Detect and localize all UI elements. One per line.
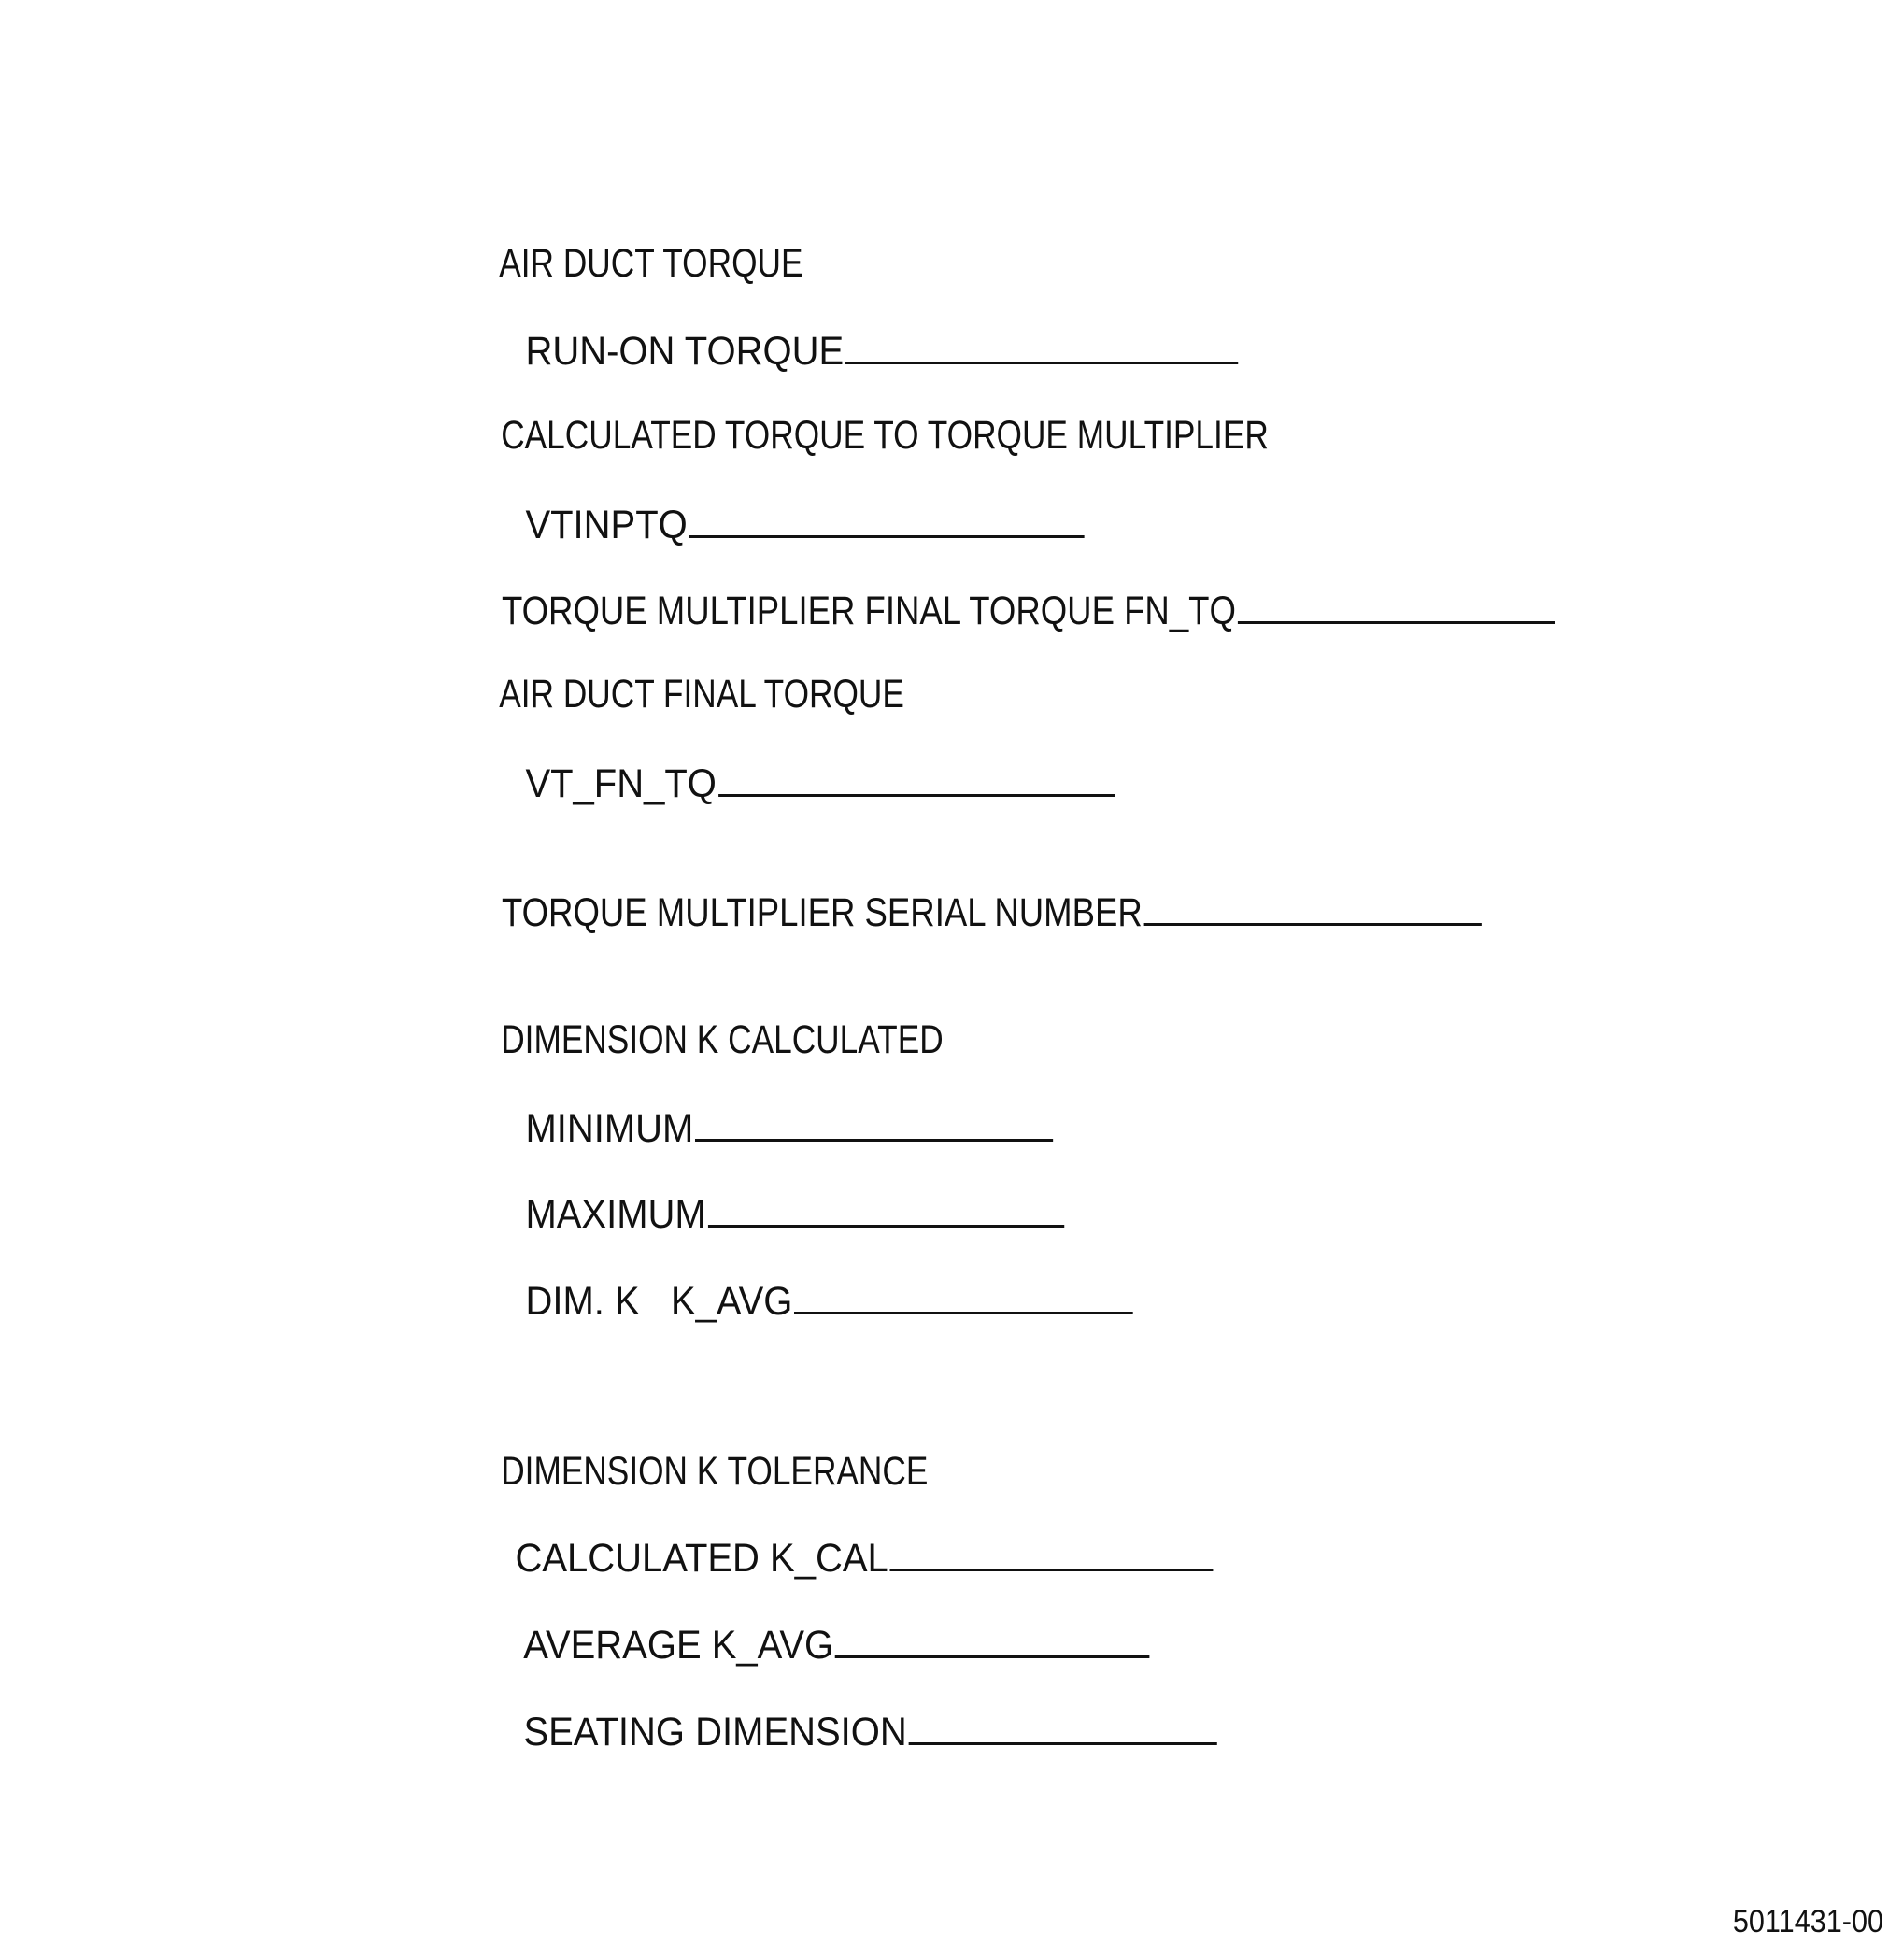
air-duct-final-torque-heading: AIR DUCT FINAL TORQUE <box>499 672 904 717</box>
calculated-k-cal-blank[interactable] <box>890 1535 1214 1571</box>
maximum-label: MAXIMUM <box>525 1192 706 1237</box>
run-on-torque-blank[interactable] <box>845 328 1238 364</box>
maximum-blank[interactable] <box>708 1191 1064 1228</box>
vtinptq-label: VTINPTQ <box>525 503 688 547</box>
multiplier-final-torque-blank[interactable] <box>1238 588 1555 624</box>
seating-dimension-blank[interactable] <box>909 1709 1217 1745</box>
multiplier-final-torque-label: TORQUE MULTIPLIER FINAL TORQUE FN_TQ <box>501 589 1236 633</box>
run-on-torque-label: RUN-ON TORQUE <box>525 329 845 374</box>
average-k-avg-label: AVERAGE K_AVG <box>523 1623 834 1668</box>
seating-dimension-label: SEATING DIMENSION <box>523 1710 907 1754</box>
calculated-torque-heading: CALCULATED TORQUE TO TORQUE MULTIPLIER <box>501 413 1269 458</box>
air-duct-torque-heading: AIR DUCT TORQUE <box>499 241 803 286</box>
calculated-k-cal-label: CALCULATED K_CAL <box>515 1536 888 1581</box>
serial-number-field <box>464 849 1482 973</box>
serial-number-blank[interactable] <box>1143 889 1481 926</box>
serial-number-label: TORQUE MULTIPLIER SERIAL NUMBER <box>501 890 1143 935</box>
document-number: 5011431-00 <box>1732 1904 1883 1939</box>
minimum-label: MINIMUM <box>525 1106 694 1151</box>
vtinptq-blank[interactable] <box>689 502 1085 538</box>
vt-fn-tq-blank[interactable] <box>718 760 1115 797</box>
dimension-k-tolerance-heading: DIMENSION K TOLERANCE <box>501 1449 929 1494</box>
dim-k-avg-field <box>484 1238 1133 1362</box>
seating-dimension-field <box>482 1669 1217 1793</box>
dim-k-avg-blank[interactable] <box>794 1278 1133 1314</box>
vt-fn-tq-field <box>484 720 1115 845</box>
dim-k-avg-label: DIM. K K_AVG <box>525 1279 793 1324</box>
vt-fn-tq-label: VT_FN_TQ <box>525 761 717 806</box>
dimension-k-calculated-heading: DIMENSION K CALCULATED <box>501 1017 944 1062</box>
minimum-blank[interactable] <box>695 1105 1053 1142</box>
average-k-avg-blank[interactable] <box>835 1622 1150 1658</box>
